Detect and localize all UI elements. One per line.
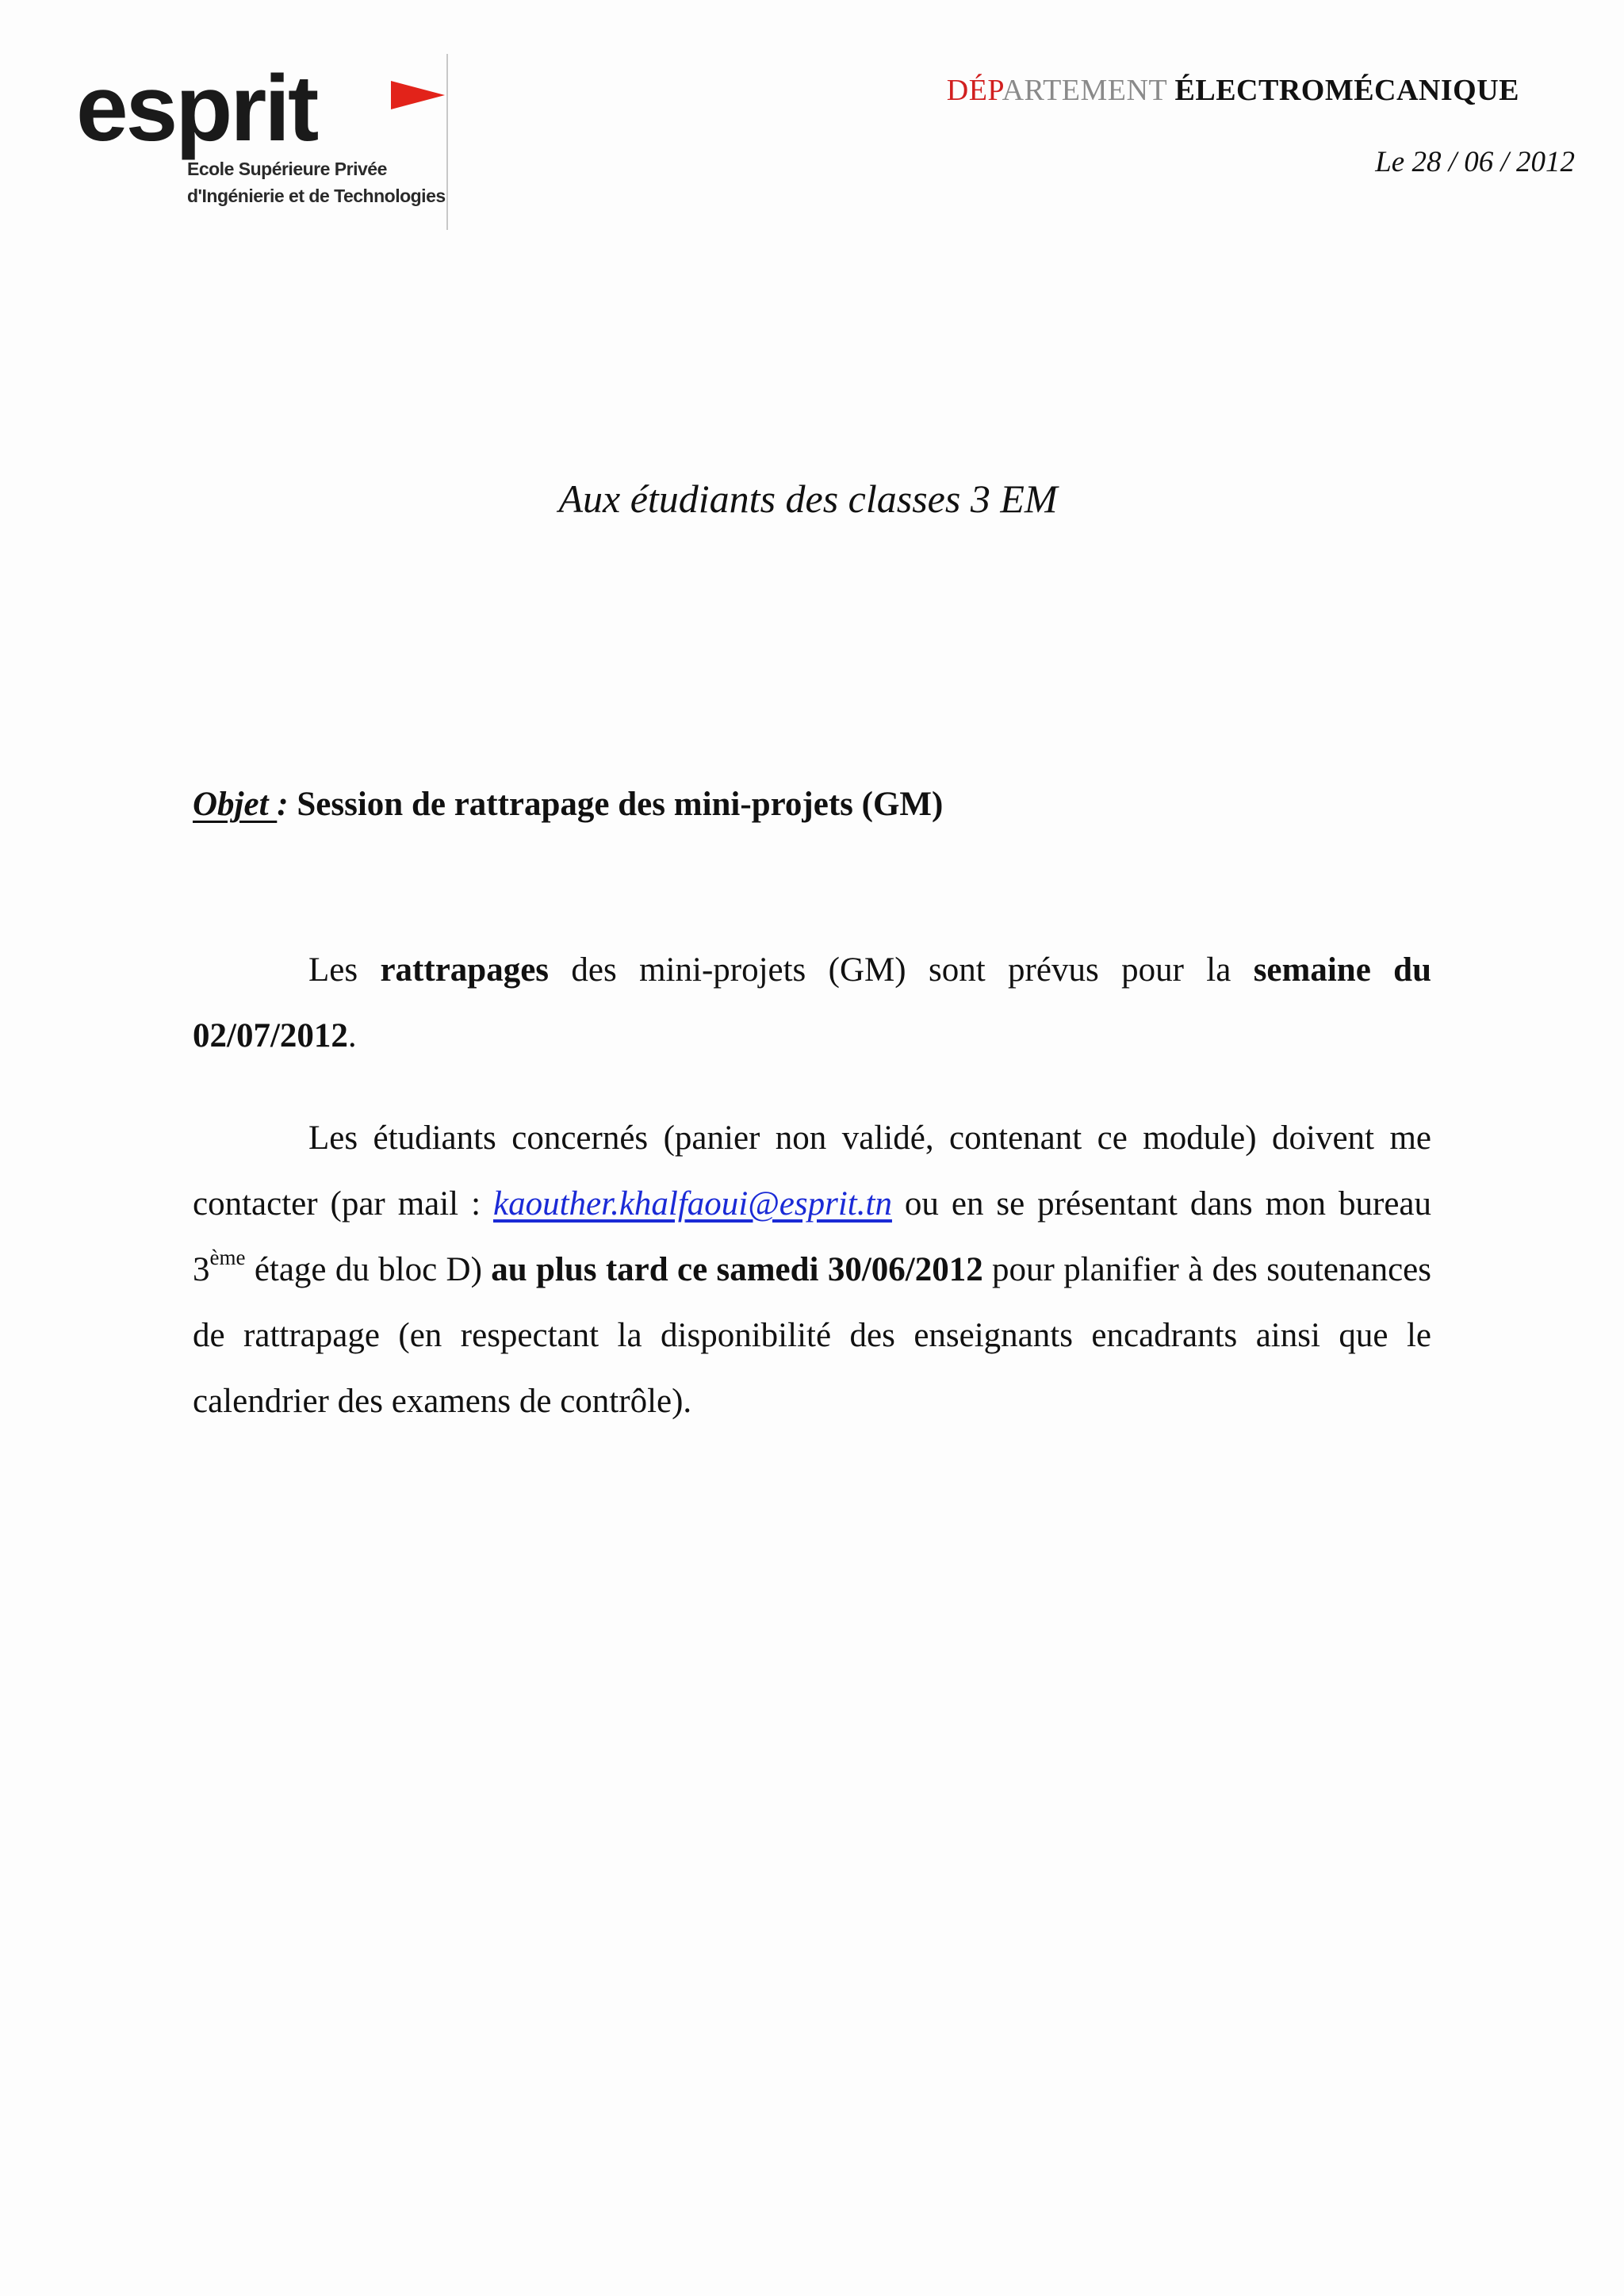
subject-line — [193, 785, 943, 824]
recipients-line — [0, 476, 1624, 522]
dept-part-red: DÉP — [946, 74, 1002, 107]
subject-text: Session de rattrapage des mini-projets (GM) — [288, 786, 944, 823]
department-header — [947, 73, 1519, 108]
p1-bold-1: rattrapages — [380, 951, 550, 989]
document-date: Le 28 / 06 / 2012 — [1375, 146, 1575, 178]
p1-text-1: Les — [308, 951, 381, 989]
recipients-text: Aux étudiants des classes 3 EM — [558, 476, 1058, 521]
subject-colon: : — [277, 786, 289, 823]
logo-subtitle-line2: d'Ingénierie et de Technologies — [187, 186, 446, 206]
subject-label: Objet — [193, 786, 278, 823]
logo-wordmark: esprit — [76, 56, 317, 161]
logo-subtitle-line1: Ecole Supérieure Privée — [187, 159, 387, 179]
p2-superscript: ème — [209, 1246, 246, 1269]
email-link[interactable]: kaouther.khalfaoui@esprit.tn — [492, 1185, 892, 1223]
p2-text-2: ou en se présentant dans mon bureau 3 — [193, 1185, 1431, 1288]
p2-text-1: Les étudiants concernés (panier non validé, contenant ce module) doivent me contacter (par mail : — [193, 1119, 1431, 1223]
paragraph-2 — [193, 1105, 1431, 1434]
p2-text-4: pour planifier à des soutenances de rattrapage (en respectant la disponibilité des enseignants encadrants ainsi que le calendrier des examens de contrôle). — [193, 1251, 1432, 1420]
p2-bold-deadline: au plus tard ce samedi 30/06/2012 — [491, 1251, 983, 1288]
p1-text-2: des mini-projets (GM) sont prévus pour la — [549, 951, 1254, 989]
paragraph-1 — [193, 937, 1431, 1069]
logo-divider — [446, 54, 448, 230]
logo-flag-icon — [389, 81, 446, 113]
esprit-logo — [76, 56, 449, 212]
p1-bold-2: semaine du 02/07/2012 — [193, 951, 1431, 1054]
dept-part-grey: ARTEMENT — [1002, 74, 1175, 107]
dept-part-bold: ÉLECTROMÉCANIQUE — [1174, 74, 1519, 107]
p1-text-3: . — [347, 1017, 357, 1054]
p2-text-3: étage du bloc D) — [245, 1251, 492, 1288]
logo-subtitle — [187, 155, 446, 209]
